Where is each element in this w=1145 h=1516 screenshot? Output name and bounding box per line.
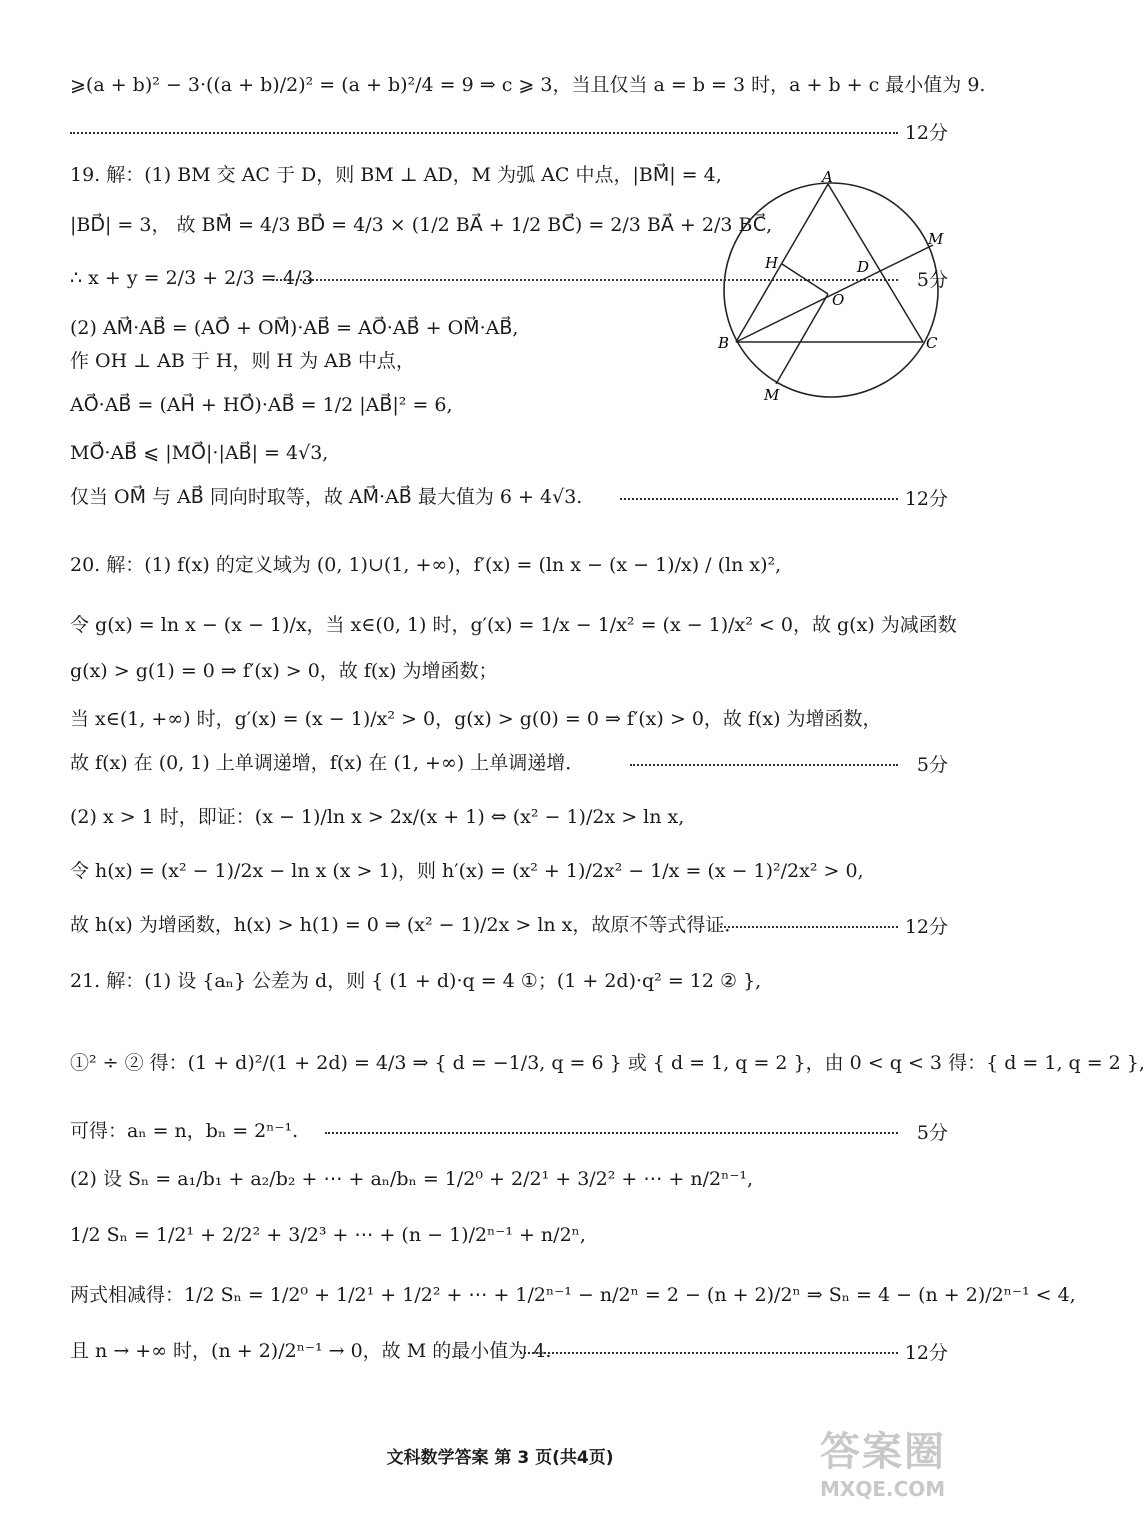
text-line: 当 x∈(1, +∞) 时，g′(x) = (x − 1)/x² > 0，g(x) > g(0) = 0 ⇒ f′(x) > 0，故 f(x) 为增函数， xyxy=(70,708,882,730)
score-mark: 12分 xyxy=(904,488,948,510)
segment-om xyxy=(776,294,828,384)
label-d: D xyxy=(857,258,870,276)
page-footer: 文科数学答案 第 3 页(共4页) xyxy=(386,1448,614,1468)
label-a: A xyxy=(822,168,833,186)
text-line: ⩾(a + b)² − 3·((a + b)/2)² = (a + b)²/4 = 9 ⇒ c ⩾ 3，当且仅当 a = b = 3 时，a + b + c 最小值为 9. xyxy=(70,74,986,96)
text-line: 19. 解：(1) BM 交 AC 于 D，则 BM ⊥ AD，M 为弧 AC 中点，|BM⃗| = 4, xyxy=(70,164,722,186)
text-line: ①² ÷ ② 得：(1 + d)²/(1 + 2d) = 4/3 ⇒ { d = −1/3, q = 6 } 或 { d = 1, q = 2 }，由 0 < q < 3 得：{ d = 1, q = 2 }, xyxy=(70,1052,1145,1074)
text-line: 故 h(x) 为增函数，h(x) > h(1) = 0 ⇒ (x² − 1)/2x > ln x，故原不等式得证． xyxy=(70,914,744,936)
dotted-leader xyxy=(620,498,898,500)
score-mark: 12分 xyxy=(904,916,948,938)
label-m-top: M xyxy=(928,230,944,248)
text-line: 令 h(x) = (x² − 1)/2x − ln x (x > 1)，则 h′(x) = (x² + 1)/2x² − 1/x = (x − 1)²/2x² > 0, xyxy=(70,860,864,882)
dotted-leader xyxy=(630,764,898,766)
text-line: 故 f(x) 在 (0, 1) 上单调递增，f(x) 在 (1, +∞) 上单调递增． xyxy=(70,752,585,774)
label-o: O xyxy=(832,291,845,309)
watermark-logo xyxy=(820,1420,970,1500)
text-line: |BD⃗| = 3， 故 BM⃗ = 4/3 BD⃗ = 4/3 × (1/2 BA⃗ + 1/2 BC⃗) = 2/3 BA⃗ + 2/3 BC⃗, xyxy=(70,214,773,236)
circumcircle xyxy=(724,183,938,397)
label-m-bottom: M xyxy=(764,386,780,404)
segment-oh xyxy=(782,264,828,294)
text-line: 21. 解：(1) 设 {aₙ} 公差为 d，则 { (1 + d)·q = 4 ①；(1 + 2d)·q² = 12 ② }, xyxy=(70,970,762,992)
geometry-diagram xyxy=(718,170,948,410)
watermark-url: MXQE.COM xyxy=(820,1477,946,1501)
label-h: H xyxy=(765,254,779,272)
text-line: 1/2 Sₙ = 1/2¹ + 2/2² + 3/2³ + ⋯ + (n − 1)/2ⁿ⁻¹ + n/2ⁿ, xyxy=(70,1224,586,1246)
dotted-leader xyxy=(720,926,898,928)
text-line: MO⃗·AB⃗ ⩽ |MO⃗|·|AB⃗| = 4√3, xyxy=(70,442,329,464)
text-line: 令 g(x) = ln x − (x − 1)/x，当 x∈(0, 1) 时，g′(x) = 1/x − 1/x² = (x − 1)/x² < 0，故 g(x) 为减函数 xyxy=(70,614,957,636)
dotted-leader xyxy=(325,1132,898,1134)
dotted-leader xyxy=(70,132,898,134)
score-mark: 5分 xyxy=(916,754,948,776)
watermark-title: 答案圈 xyxy=(820,1429,946,1475)
score-mark: 5分 xyxy=(916,1122,948,1144)
text-line: AO⃗·AB⃗ = (AH⃗ + HO⃗)·AB⃗ = 1/2 |AB⃗|² = 6, xyxy=(70,394,453,416)
text-line: (2) 设 Sₙ = a₁/b₁ + a₂/b₂ + ⋯ + aₙ/bₙ = 1/2⁰ + 2/2¹ + 3/2² + ⋯ + n/2ⁿ⁻¹, xyxy=(70,1168,754,1190)
text-line: ∴ x + y = 2/3 + 2/3 = 4/3 xyxy=(70,267,314,289)
segment-ac xyxy=(828,184,923,342)
score-mark: 12分 xyxy=(904,1342,948,1364)
score-mark: 5分 xyxy=(916,269,948,291)
text-line: (2) AM⃗·AB⃗ = (AO⃗ + OM⃗)·AB⃗ = AO⃗·AB⃗ + OM⃗·AB⃗, xyxy=(70,317,519,339)
text-line: 20. 解：(1) f(x) 的定义域为 (0, 1)∪(1, +∞)，f′(x) = (ln x − (x − 1)/x) / (ln x)², xyxy=(70,554,782,576)
text-line: 作 OH ⊥ AB 于 H，则 H 为 AB 中点， xyxy=(70,350,415,372)
text-line: 且 n → +∞ 时，(n + 2)/2ⁿ⁻¹ → 0，故 M 的最小值为 4. xyxy=(70,1340,552,1362)
label-b: B xyxy=(718,334,730,352)
text-line: 可得：aₙ = n，bₙ = 2ⁿ⁻¹. xyxy=(70,1120,299,1142)
text-line: 仅当 OM⃗ 与 AB⃗ 同向时取等，故 AM⃗·AB⃗ 最大值为 6 + 4√3. xyxy=(70,486,583,508)
text-line: 两式相减得：1/2 Sₙ = 1/2⁰ + 1/2¹ + 1/2² + ⋯ + 1/2ⁿ⁻¹ − n/2ⁿ = 2 − (n + 2)/2ⁿ ⇒ Sₙ = 4 − (n + 2)/2ⁿ⁻¹ < 4, xyxy=(70,1284,1076,1306)
text-line: (2) x > 1 时，即证：(x − 1)/ln x > 2x/(x + 1) ⇔ (x² − 1)/2x > ln x, xyxy=(70,806,685,828)
dotted-leader xyxy=(520,1352,898,1354)
label-c: C xyxy=(926,334,938,352)
score-mark: 12分 xyxy=(904,122,948,144)
text-line: g(x) > g(1) = 0 ⇒ f′(x) > 0，故 f(x) 为增函数； xyxy=(70,660,498,682)
